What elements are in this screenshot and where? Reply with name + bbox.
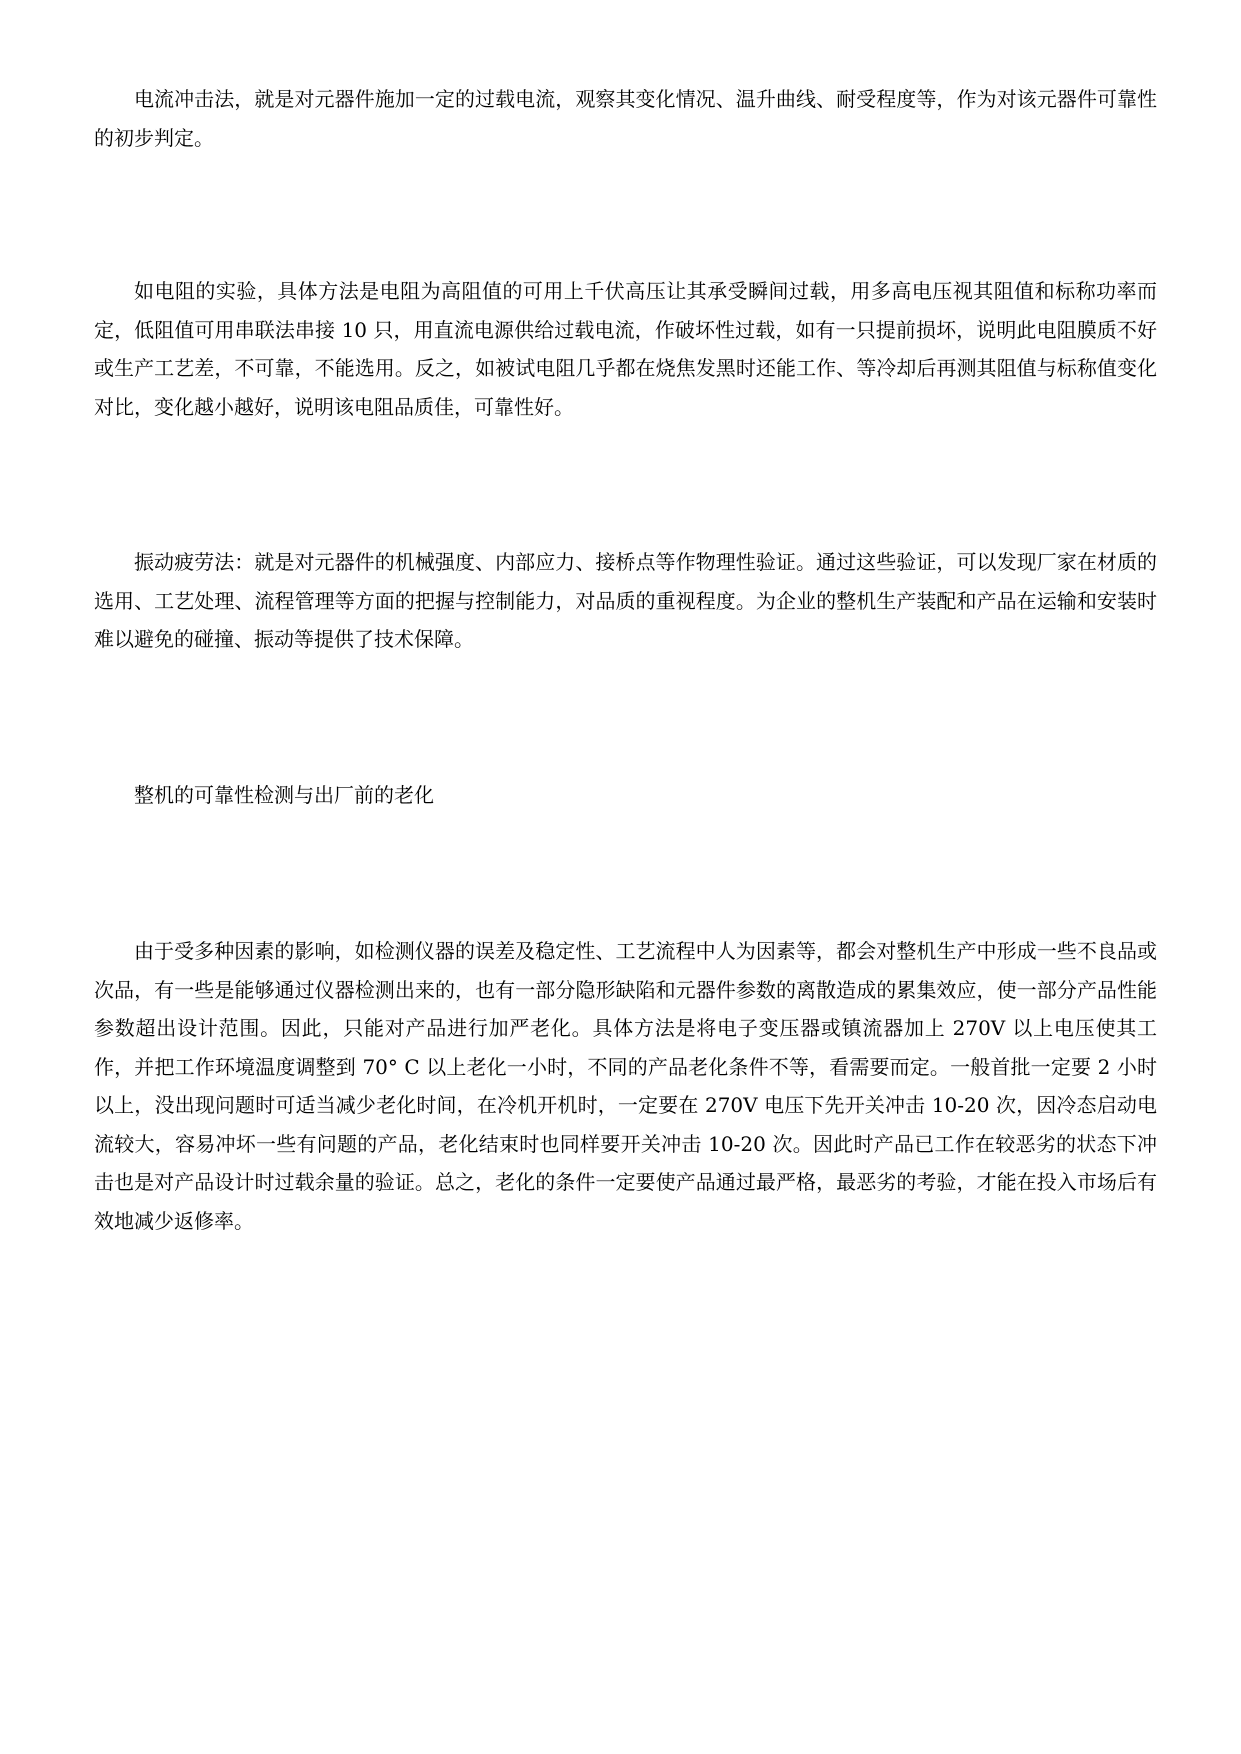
paragraph-spacer (94, 157, 1157, 272)
document-page (94, 80, 1157, 1240)
paragraph-resistor-experiment: 如电阻的实验，具体方法是电阻为高阻值的可用上千伏高压让其承受瞬间过载，用多高电压视其阻值和标称功率而定，低阻值可用串联法串接 10 只，用直流电源供给过载电流，作破坏性过载，如有一只提前损坏，说明此电阻膜质不好或生产工艺差，不可靠，不能选用。反之，如被试电阻几乎都在烧焦发黑时还能工作、等冷却后再测其阻值与标称值变化对比，变化越小越好，说明该电阻品质佳，可靠性好。 (94, 279, 1157, 419)
paragraph-spacer (94, 426, 1157, 543)
section-heading: 整机的可靠性检测与出厂前的老化 (134, 782, 434, 807)
paragraph-spacer (94, 659, 1157, 776)
paragraph-current-impact-method: 电流冲击法，就是对元器件施加一定的过载电流，观察其变化情况、温升曲线、耐受程度等，作为对该元器件可靠性的初步判定。 (94, 87, 1157, 150)
paragraph-spacer (94, 814, 1157, 932)
paragraph-vibration-fatigue-method: 振动疲劳法：就是对元器件的机械强度、内部应力、接桥点等作物理性验证。通过这些验证，可以发现厂家在材质的选用、工艺处理、流程管理等方面的把握与控制能力，对品质的重视程度。为企业的整机生产装配和产品在运输和安装时难以避免的碰撞、振动等提供了技术保障。 (94, 550, 1157, 651)
paragraph-aging-procedure: 由于受多种因素的影响，如检测仪器的误差及稳定性、工艺流程中人为因素等，都会对整机生产中形成一些不良品或次品，有一些是能够通过仪器检测出来的，也有一部分隐形缺陷和元器件参数的离散造成的累集效应，使一部分产品性能参数超出设计范围。因此，只能对产品进行加严老化。具体方法是将电子变压器或镇流器加上 270V 以上电压使其工作，并把工作环境温度调整到 70° C 以上老化一小时，不同的产品老化条件不等，看需要而定。一般首批一定要 2 小时以上，没出现问题时可适当减少老化时间，在冷机开机时，一定要在 270V 电压下先开关冲击 10-20 次，因冷态启动电流较大，容易冲坏一些有问题的产品，老化结束时也同样要开关冲击 10-20 次。因此时产品已工作在较恶劣的状态下冲击也是对产品设计时过载余量的验证。总之，老化的条件一定要使产品通过最严格，最恶劣的考验，才能在投入市场后有效地减少返修率。 (94, 939, 1157, 1233)
